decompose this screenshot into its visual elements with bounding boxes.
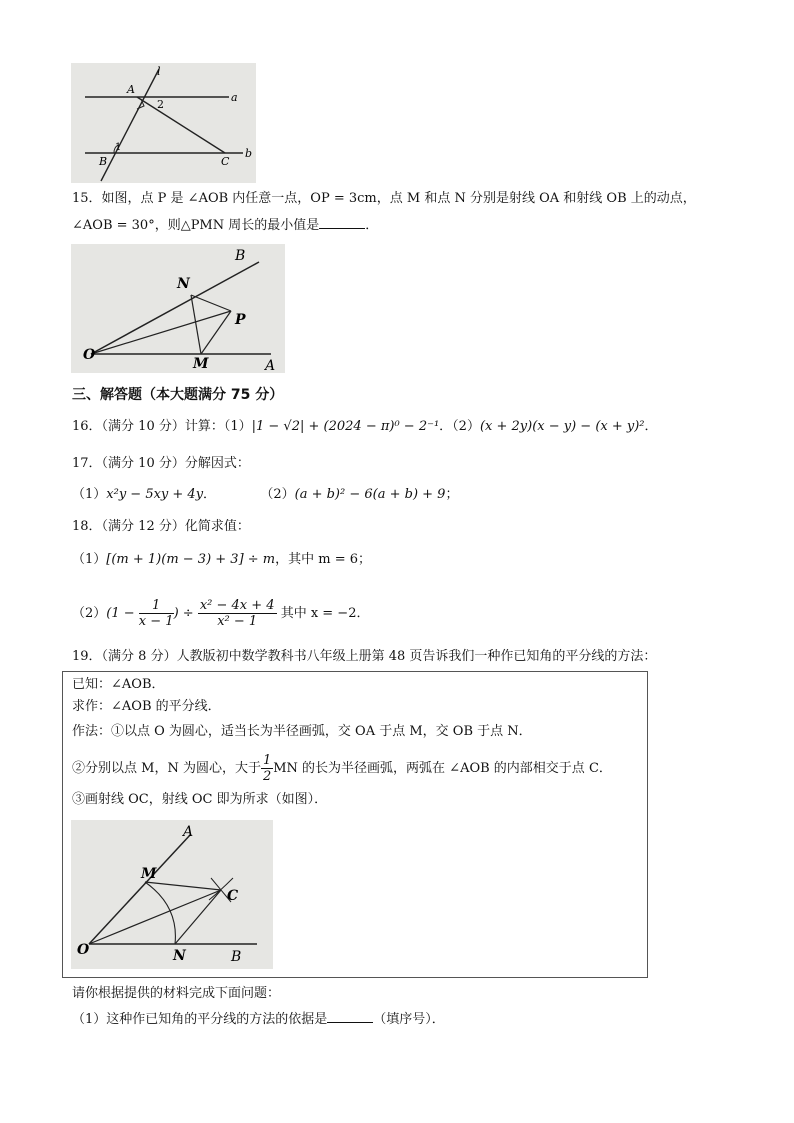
q18-title: 18．（满分 12 分）化简求值： bbox=[72, 519, 250, 534]
q16-end: ． bbox=[644, 419, 658, 434]
q16-part2: (x + 2y)(x − y) − (x + y)² bbox=[479, 419, 645, 434]
q19-step1: 作法：①以点 O 为圆心，适当长为半径画弧，交 OA 于点 M，交 OB 于点 N． bbox=[72, 724, 532, 739]
q18-p2-open: (1 − bbox=[106, 606, 135, 621]
q15-label-A: A bbox=[265, 358, 276, 373]
q17-p1-end: ． bbox=[203, 487, 217, 502]
q19-known: 已知：∠AOB． bbox=[72, 677, 165, 692]
q18-p1-expr: [(m + 1)(m − 3) + 3] ÷ m bbox=[106, 552, 276, 567]
label-l: l bbox=[157, 65, 161, 78]
q19-sub1-blank bbox=[327, 1010, 373, 1023]
q18-p2-label: （2） bbox=[72, 606, 107, 621]
q17-p1: x²y − 5xy + 4y bbox=[106, 487, 204, 502]
q18-p1-label: （1） bbox=[72, 552, 107, 567]
q19-label-M: M bbox=[141, 866, 157, 882]
q17-p2: (a + b)² − 6(a + b) + 9 bbox=[294, 487, 446, 502]
parallel-lines-diagram bbox=[71, 63, 256, 183]
q15-line2-text: ∠AOB = 30°，则△PMN 周长的最小值是 bbox=[72, 218, 320, 233]
q18-p2-f2-den: x² − 1 bbox=[217, 614, 258, 629]
q19-step2-post: MN 的长为半径画弧，两弧在 ∠AOB 的内部相交于点 C． bbox=[273, 761, 612, 776]
label-C: C bbox=[221, 155, 230, 168]
q15-line2 bbox=[72, 216, 378, 235]
q19-step2-num: 1 bbox=[262, 753, 272, 768]
label-b: b bbox=[245, 147, 253, 160]
q19-after: 请你根据提供的材料完成下面问题： bbox=[72, 986, 281, 1001]
label-B: B bbox=[99, 155, 108, 168]
q18-p1 bbox=[72, 551, 371, 569]
q18-p2-f1-den: x − 1 bbox=[138, 614, 174, 629]
q16-sep: ．（2） bbox=[439, 419, 480, 434]
label-a: a bbox=[231, 91, 238, 104]
q16-prefix: 16．（满分 10 分）计算：（1） bbox=[72, 419, 252, 434]
parallel-lines-figure bbox=[71, 63, 256, 183]
q17-title: 17．（满分 10 分）分解因式： bbox=[72, 456, 250, 471]
q17-p2-label: （2） bbox=[260, 487, 295, 502]
q19-label-N: N bbox=[173, 948, 186, 964]
q17-p2-end: ； bbox=[445, 487, 459, 502]
label-A: A bbox=[127, 83, 135, 96]
q19-step2-fraction bbox=[261, 753, 273, 784]
q19-figure bbox=[71, 820, 273, 969]
q19-step2-pre: ②分别以点 M，N 为圆心，大于 bbox=[72, 761, 261, 776]
q15-answer-blank bbox=[319, 216, 365, 229]
q15-label-O: O bbox=[83, 347, 96, 363]
q19-intro: 19．（满分 8 分）人教版初中数学教科书八年级上册第 48 页告诉我们一种作已知角的平分线的方法： bbox=[72, 649, 657, 664]
q19-label-C: C bbox=[227, 888, 239, 904]
q18-p2-fraction2 bbox=[198, 598, 277, 629]
q16-part1: |1 − √2| + (2024 − π)⁰ − 2⁻¹ bbox=[251, 419, 440, 434]
q15-label-M: M bbox=[193, 356, 209, 372]
q18-p2-f1-num: 1 bbox=[139, 598, 174, 614]
q19-step3: ③画射线 OC，射线 OC 即为所求（如图）． bbox=[72, 792, 328, 807]
section-3-title: 三、解答题（本大题满分 75 分） bbox=[72, 387, 284, 403]
q18-p2 bbox=[72, 594, 369, 634]
q19-label-O: O bbox=[77, 942, 90, 958]
q15-label-P: P bbox=[235, 312, 246, 328]
q15-figure bbox=[71, 244, 285, 373]
q18-p2-f2-num: x² − 4x + 4 bbox=[199, 598, 275, 613]
q18-p2-cond: 其中 x = −2． bbox=[280, 606, 370, 621]
q19-step2-den: 2 bbox=[262, 769, 272, 784]
q15-label-B: B bbox=[235, 248, 246, 264]
q19-label-B: B bbox=[231, 949, 242, 965]
q19-step2 bbox=[72, 752, 612, 786]
label-angle-1: 1 bbox=[115, 142, 122, 153]
label-angle-2: 2 bbox=[157, 98, 164, 111]
q15-diagram bbox=[71, 244, 285, 373]
q18-p2-fraction1 bbox=[139, 598, 174, 629]
q19-find: 求作：∠AOB 的平分线． bbox=[72, 699, 221, 714]
q16 bbox=[72, 418, 658, 436]
q19-sub1 bbox=[72, 1010, 445, 1029]
q19-diagram bbox=[71, 820, 273, 969]
q17-p1-label: （1） bbox=[72, 487, 107, 502]
q15-line2-end: ． bbox=[365, 218, 379, 233]
q15-label-N: N bbox=[177, 276, 190, 292]
q19-label-A: A bbox=[183, 824, 194, 840]
q19-sub1-post: （填序号）． bbox=[373, 1012, 445, 1027]
q17-parts bbox=[72, 486, 458, 504]
q18-p2-close: ) ÷ bbox=[173, 606, 194, 621]
q15-line1: 15．如图，点 P 是 ∠AOB 内任意一点，OP = 3cm，点 M 和点 N 分别是射线 OA 和射线 OB 上的动点， bbox=[72, 191, 696, 206]
q19-sub1-pre: （1）这种作已知角的平分线的方法的依据是 bbox=[72, 1012, 328, 1027]
q18-p1-cond: ，其中 m = 6； bbox=[275, 552, 372, 567]
